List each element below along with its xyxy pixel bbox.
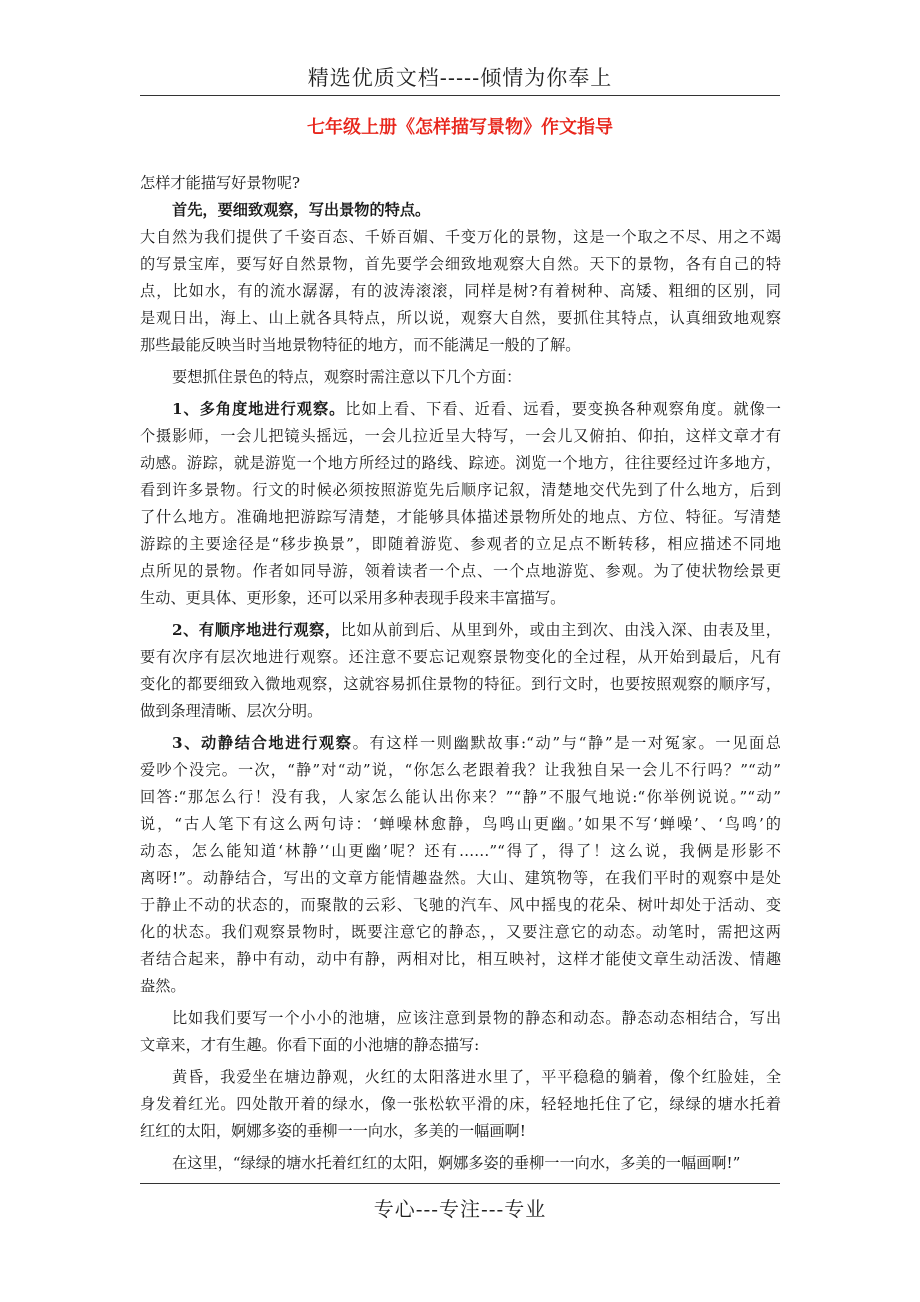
point-1-heading: 1、多角度地进行观察。 (172, 400, 346, 418)
paragraph-line: 要想抓住景色的特点，观察时需注意以下几个方面： (172, 368, 522, 386)
paragraph-line: 要有次序有层次地进行观察。还注意不要忘记观察景物变化的全过程，从开始到最后，凡有 (140, 648, 781, 666)
header-divider (140, 95, 780, 96)
paragraph-text: 比如上看、下看、近看、远看，要变换各种观察角度。就像一 (345, 400, 781, 418)
paragraph-line: 黄昏，我爱坐在塘边静观，火红的太阳落进水里了，平平稳稳的躺着，像个红脸娃，全 (172, 1068, 781, 1086)
page-header: 精选优质文档-----倾情为你奉上 (307, 66, 613, 90)
paragraph-line: 的写景宝库，要写好自然景物，首先要学会细致地观察大自然。天下的景物，各有自己的特 (140, 255, 781, 273)
paragraph-line: 红红的太阳，婀娜多姿的垂柳一一向水，多美的一幅画啊! (140, 1122, 526, 1140)
first-point-heading: 首先，要细致观察，写出景物的特点。 (172, 201, 431, 219)
document-title: 七年级上册《怎样描写景物》作文指导 (307, 117, 613, 138)
paragraph-line: 点，比如水，有的流水潺潺，有的波涛滚滚，同样是树?有着树种、高矮、粗细的区别，同 (140, 282, 781, 300)
paragraph-line (140, 617, 781, 644)
page-footer: 专心---专注---专业 (373, 1197, 547, 1221)
paragraph-line: 个摄影师，一会儿把镜头摇远，一会儿拉近呈大特写，一会儿又俯拍、仰拍，这样文章才有 (140, 427, 781, 445)
paragraph-line: 在这里，“绿绿的塘水托着红红的太阳，婀娜多姿的垂柳一一向水，多美的一幅画啊!” (172, 1154, 741, 1172)
paragraph-line: 是观日出，海上、山上就各具特点，所以说，观察大自然，要抓住其特点，认真细致地观察 (140, 309, 781, 327)
paragraph-line: 化的状态。我们观察景物时，既要注意它的静态，，又要注意它的动态。动笔时，需把这两 (140, 923, 781, 941)
paragraph-line: 生动、更具体、更形象，还可以采用多种表现手段来丰富描写。 (140, 589, 566, 607)
paragraph-line: 于静止不动的状态的，而聚散的云彩、飞驰的汽车、风中摇曳的花朵、树叶却处于活动、变 (140, 896, 781, 914)
paragraph-line: 回答:“那怎么行！没有我，人家怎么能认出你来？”“静”不服气地说:“你举例说说。”“动” (140, 788, 781, 806)
paragraph-line: 了什么地方。准确地把游踪写清楚，才能够具体描述景物所处的地点、方位、特征。写清楚 (140, 508, 781, 526)
paragraph-line: 说，“古人笔下有这么两句诗：‘蝉噪林愈静，鸟鸣山更幽。’如果不写‘蝉噪’、‘鸟鸣’的 (140, 815, 781, 833)
paragraph-line: 看到许多景物。行文的时候必须按照游览先后顺序记叙，清楚地交代先到了什么地方，后到 (140, 481, 781, 499)
paragraph-line: 离呀!”。动静结合，写出的文章方能情趣盎然。大山、建筑物等，在我们平时的观察中是处 (140, 869, 781, 887)
paragraph-line: 游踪的主要途径是“移步换景”，即随着游览、参观者的立足点不断转移，相应描述不同地 (140, 535, 781, 553)
paragraph-line (140, 396, 781, 423)
paragraph-line: 动态，怎么能知道‘林静’‘山更幽’呢？还有……”“得了，得了！这么说，我俩是形影不 (140, 842, 781, 860)
paragraph-text: 。有这样一则幽默故事:“动”与“静”是一对冤家。一见面总 (352, 734, 781, 752)
point-2-heading: 2、有顺序地进行观察， (172, 621, 341, 639)
document-body (140, 170, 781, 1177)
paragraph-line: 盎然。 (140, 977, 186, 995)
paragraph-line (140, 730, 781, 757)
paragraph-line: 变化的都要细致入微地观察，这就容易抓住景物的特征。到行文时，也要按照观察的顺序写， (140, 675, 781, 693)
question-line: 怎样才能描写好景物呢? (140, 174, 301, 192)
paragraph-line: 文章来，才有生趣。你看下面的小池塘的静态描写: (140, 1036, 480, 1054)
footer-divider (140, 1183, 780, 1184)
paragraph-line: 者结合起来，静中有动，动中有静，两相对比，相互映衬，这样才能使文章生动活泼、情趣 (140, 950, 781, 968)
paragraph-line: 身发着红光。四处散开着的绿水，像一张松软平滑的床，轻轻地托住了它，绿绿的塘水托着 (140, 1095, 781, 1113)
paragraph-line: 那些最能反映当时当地景物特征的地方，而不能满足一般的了解。 (140, 336, 581, 354)
paragraph-line: 爱吵个没完。一次，“静”对“动”说，“你怎么老跟着我？让我独自呆一会儿不行吗？”“动” (140, 761, 781, 779)
paragraph-line: 大自然为我们提供了千姿百态、千娇百媚、千变万化的景物，这是一个取之不尽、用之不竭 (140, 228, 781, 246)
paragraph-line: 做到条理清晰、层次分明。 (140, 702, 323, 720)
paragraph-text: 比如从前到后、从里到外，或由主到次、由浅入深、由表及里， (340, 621, 781, 639)
point-3-heading: 3、动静结合地进行观察 (172, 734, 353, 752)
paragraph-line: 比如我们要写一个小小的池塘，应该注意到景物的静态和动态。静态动态相结合，写出 (172, 1009, 781, 1027)
paragraph-line: 点所见的景物。作者如同导游，领着读者一个点、一个点地游览、参观。为了使状物绘景更 (140, 562, 781, 580)
paragraph-line: 动感。游踪，就是游览一个地方所经过的路线、踪迹。浏览一个地方，往往要经过许多地方， (140, 454, 781, 472)
